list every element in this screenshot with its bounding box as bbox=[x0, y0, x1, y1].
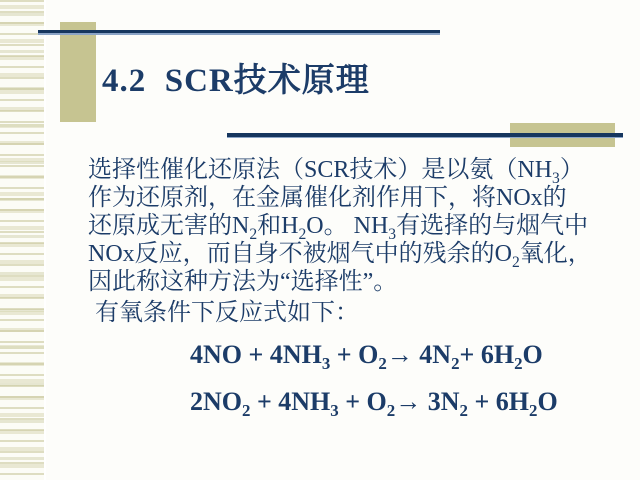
body-paragraph bbox=[88, 156, 633, 296]
slide-title: 4.2 SCR技术原理 bbox=[102, 63, 370, 99]
title-underline-rule bbox=[38, 30, 440, 35]
divider-rule bbox=[227, 133, 623, 138]
equation-line: $4NO + 4NH_3 + O_2\to 4N_2+ 6H_2O$ bbox=[190, 340, 543, 374]
equation-line: $2NO_2 + 4NH_3 + O_2\to 3N_2 + 6H_2O$ bbox=[190, 387, 558, 421]
paragraph-line: NOx反应，而自身不被烟气中的残余的$O_2$氧化， bbox=[88, 241, 592, 271]
reaction-intro-text: 有氧条件下反应式如下： bbox=[95, 300, 359, 326]
paragraph-line: 还原成无害的$N_2$和$H_2O$。 $NH_3$有选择的与烟气中 bbox=[88, 213, 589, 243]
title-accent-bar bbox=[60, 22, 96, 122]
paragraph-line: 作为还原剂，在金属催化剂作用下，将NOx的 bbox=[88, 185, 567, 211]
left-stripe-decoration bbox=[0, 0, 46, 480]
reaction-equations bbox=[190, 340, 558, 434]
paragraph-line: 选择性催化还原法（SCR技术）是以氨$(NH_3)$ bbox=[88, 157, 584, 187]
paragraph-line: 因此称这种方法为“选择性”。 bbox=[88, 269, 398, 295]
